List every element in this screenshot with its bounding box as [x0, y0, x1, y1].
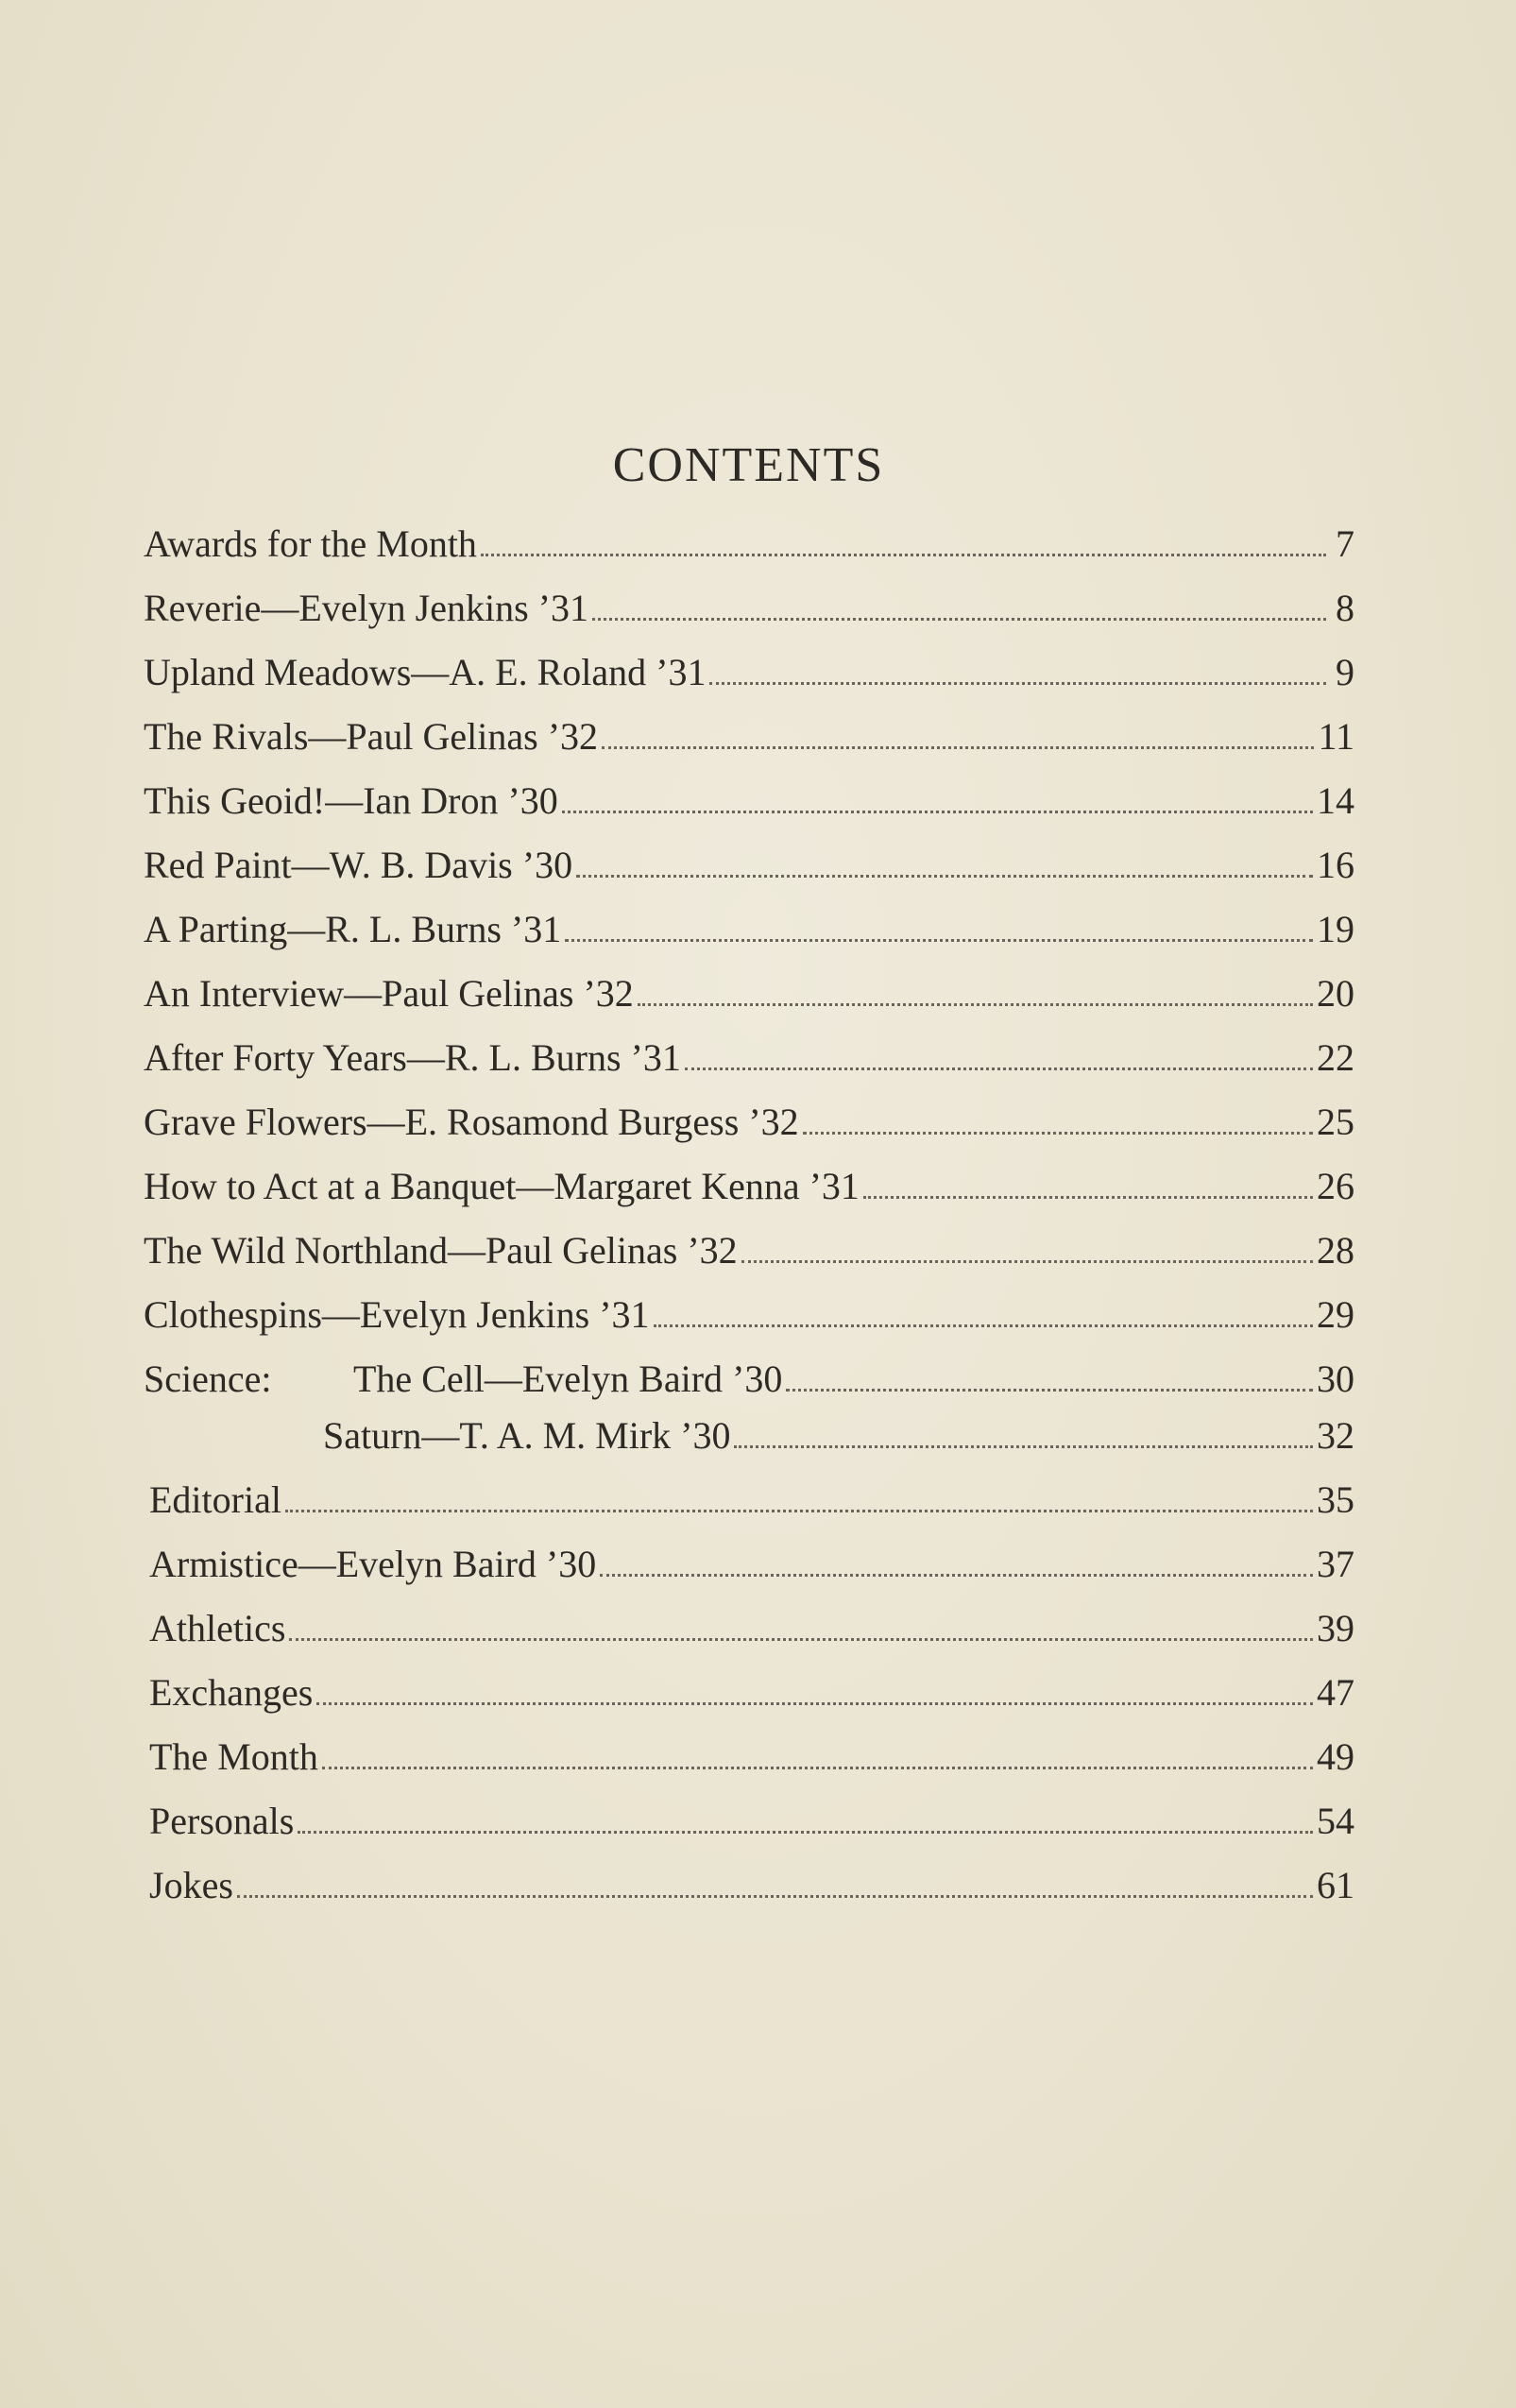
dot-leader: [638, 1003, 1313, 1006]
dot-leader: [576, 875, 1313, 878]
entry-page: 49: [1317, 1735, 1354, 1778]
entry-page: 29: [1317, 1293, 1354, 1336]
entry-label: The Month: [149, 1735, 318, 1778]
entry-label: Red Paint—W. B. Davis ’30: [144, 844, 573, 886]
dot-leader: [709, 682, 1326, 685]
dot-leader: [741, 1260, 1313, 1263]
dot-leader: [289, 1638, 1313, 1641]
science-heading: Science:: [144, 1358, 272, 1400]
entry-page: 16: [1317, 844, 1354, 886]
dot-leader: [734, 1445, 1313, 1448]
entry-label: Armistice—Evelyn Baird ’30: [149, 1543, 597, 1585]
toc-entry: [144, 650, 1354, 714]
entry-page: 35: [1317, 1478, 1354, 1521]
entry-label: Editorial: [149, 1478, 281, 1521]
entry-label: After Forty Years—R. L. Burns ’31: [144, 1036, 681, 1079]
entry-label: Personals: [149, 1800, 295, 1842]
entry-label: The Rivals—Paul Gelinas ’32: [144, 715, 599, 758]
toc-entry: [144, 1164, 1354, 1228]
entry-label: A Parting—R. L. Burns ’31: [144, 908, 562, 950]
toc-entry: [144, 1477, 1354, 1542]
toc-entry: [144, 714, 1354, 778]
entry-page: 32: [1317, 1414, 1354, 1457]
entry-page: 28: [1317, 1229, 1354, 1272]
entry-label: Exchanges: [149, 1671, 314, 1714]
entry-label: Upland Meadows—A. E. Roland ’31: [144, 651, 707, 693]
entry-page: 9: [1336, 651, 1354, 693]
entry-label: Clothespins—Evelyn Jenkins ’31: [144, 1293, 650, 1336]
entry-page: 19: [1317, 908, 1354, 950]
dot-leader: [481, 554, 1326, 556]
toc-entry: [144, 1799, 1354, 1863]
dot-leader: [602, 746, 1314, 749]
toc-entry: [144, 778, 1354, 843]
table-of-contents: [144, 521, 1354, 1927]
dot-leader: [298, 1831, 1313, 1834]
entry-page: 7: [1336, 522, 1354, 565]
dot-leader: [562, 811, 1313, 813]
toc-entry: [144, 521, 1354, 586]
toc-entry: [144, 1035, 1354, 1100]
entry-label: Athletics: [149, 1607, 286, 1649]
entry-page: 25: [1317, 1101, 1354, 1143]
toc-entry: [144, 1734, 1354, 1799]
dot-leader: [654, 1324, 1313, 1327]
page-title: CONTENTS: [612, 437, 885, 492]
dot-leader: [863, 1196, 1313, 1199]
entry-page: 20: [1317, 972, 1354, 1015]
toc-entry: [144, 971, 1354, 1035]
entry-page: 8: [1336, 587, 1354, 629]
entry-label: How to Act at a Banquet—Margaret Kenna ’31: [144, 1165, 860, 1207]
toc-entry-science: [144, 1357, 1354, 1413]
toc-entry: [144, 1292, 1354, 1357]
dot-leader: [592, 618, 1326, 621]
entry-page: 61: [1317, 1864, 1354, 1906]
toc-entry: [144, 1670, 1354, 1734]
entry-page: 26: [1317, 1165, 1354, 1207]
dot-leader: [600, 1574, 1313, 1577]
entry-page: 11: [1318, 715, 1354, 758]
entry-label: An Interview—Paul Gelinas ’32: [144, 972, 634, 1015]
entry-label: Grave Flowers—E. Rosamond Burgess ’32: [144, 1101, 799, 1143]
entry-label: Awards for the Month: [144, 522, 477, 565]
entry-page: 54: [1317, 1800, 1354, 1842]
toc-entry: [144, 1542, 1354, 1606]
entry-label: Reverie—Evelyn Jenkins ’31: [144, 587, 588, 629]
entry-page: 30: [1317, 1358, 1354, 1400]
dot-leader: [565, 939, 1313, 942]
toc-entry: [144, 586, 1354, 650]
entry-page: 22: [1317, 1036, 1354, 1079]
dot-leader: [803, 1132, 1313, 1135]
entry-page: 37: [1317, 1543, 1354, 1585]
toc-entry: [144, 843, 1354, 907]
toc-entry: [144, 1228, 1354, 1292]
dot-leader: [685, 1067, 1313, 1070]
dot-leader: [237, 1895, 1313, 1898]
toc-entry-science: [144, 1413, 1354, 1477]
dot-leader: [316, 1702, 1313, 1705]
toc-entry: [144, 1100, 1354, 1164]
entry-label: This Geoid!—Ian Dron ’30: [144, 779, 558, 822]
dot-leader: [285, 1510, 1313, 1512]
entry-page: 14: [1317, 779, 1354, 822]
dot-leader: [786, 1389, 1313, 1392]
entry-page: 47: [1317, 1671, 1354, 1714]
entry-label: The Cell—Evelyn Baird ’30: [353, 1358, 783, 1400]
entry-page: 39: [1317, 1607, 1354, 1649]
toc-entry: [144, 1863, 1354, 1927]
entry-label: Jokes: [149, 1864, 233, 1906]
entry-label: The Wild Northland—Paul Gelinas ’32: [144, 1229, 738, 1272]
toc-entry: [144, 1606, 1354, 1670]
toc-entry: [144, 907, 1354, 971]
dot-leader: [322, 1767, 1313, 1769]
entry-label: Saturn—T. A. M. Mirk ’30: [323, 1414, 731, 1457]
